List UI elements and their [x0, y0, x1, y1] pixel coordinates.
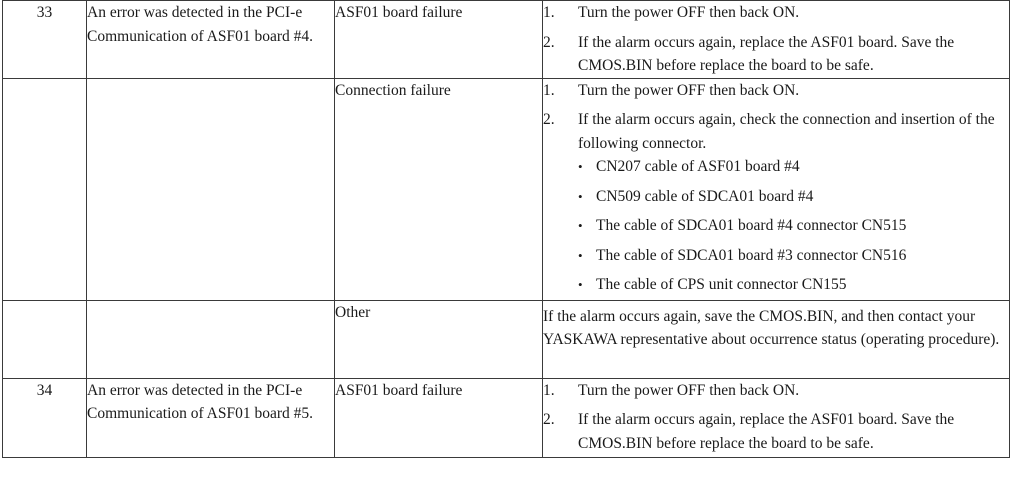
step-number: 1.: [543, 381, 555, 399]
alarm-number: 33: [3, 1, 87, 79]
alarm-message: [87, 78, 335, 300]
step-number: 2.: [543, 33, 555, 51]
alarm-remedy: [543, 378, 1010, 457]
step-text: Turn the power OFF then back ON.: [578, 381, 800, 399]
remedy-step: [543, 408, 1009, 455]
alarm-cause: ASF01 board failure: [335, 1, 543, 79]
remedy-steps: [543, 1, 1009, 78]
list-item: [578, 244, 1009, 268]
table-row: [3, 1, 1010, 79]
remedy-text: If the alarm occurs again, save the CMOS.BIN, and then contact your YASKAWA representative about occurrence status (operating procedure).: [543, 307, 1000, 348]
bullet-icon: •: [578, 218, 583, 233]
list-item-text: CN207 cable of ASF01 board #4: [596, 158, 800, 175]
step-number: 2.: [543, 111, 555, 128]
alarm-message: An error was detected in the PCI-e Communication of ASF01 board #5.: [87, 378, 335, 457]
list-item: [578, 273, 1009, 297]
alarm-number: [3, 300, 87, 378]
alarm-remedy: [543, 78, 1010, 300]
remedy-step: [543, 108, 1009, 297]
bullet-icon: •: [578, 247, 583, 263]
list-item-text: The cable of SDCA01 board #3 connector CN516: [596, 246, 907, 264]
alarm-message: An error was detected in the PCI-e Communication of ASF01 board #4.: [87, 1, 335, 79]
alarm-cause: Connection failure: [335, 78, 543, 300]
remedy-step: [543, 1, 1009, 25]
bullet-icon: •: [578, 159, 583, 174]
alarm-remedy: [543, 1, 1010, 79]
connector-list: [578, 155, 1009, 297]
alarm-message: [87, 300, 335, 378]
bullet-icon: •: [578, 277, 583, 292]
remedy-step: [543, 79, 1009, 103]
remedy-step: [543, 379, 1009, 403]
step-text: If the alarm occurs again, replace the ASF01 board. Save the CMOS.BIN before replace the board to be safe.: [578, 411, 955, 452]
step-text: Turn the power OFF then back ON.: [578, 81, 800, 99]
bullet-icon: •: [578, 188, 583, 204]
alarm-number: [3, 78, 87, 300]
table-row: [3, 300, 1010, 378]
step-text: If the alarm occurs again, replace the ASF01 board. Save the CMOS.BIN before replace the board to be safe.: [578, 33, 955, 74]
remedy-steps: [543, 379, 1009, 456]
list-item-text: The cable of SDCA01 board #4 connector CN515: [596, 217, 907, 234]
table-row: [3, 378, 1010, 457]
list-item: [578, 185, 1009, 209]
step-text: Turn the power OFF then back ON.: [578, 4, 800, 21]
list-item-text: The cable of CPS unit connector CN155: [596, 276, 847, 293]
alarm-table: [2, 0, 1010, 458]
step-text: If the alarm occurs again, check the connection and insertion of the following connector.: [578, 111, 995, 152]
remedy-steps: [543, 79, 1009, 297]
step-number: 1.: [543, 81, 555, 99]
step-number: 1.: [543, 4, 555, 21]
list-item: [578, 155, 1009, 179]
list-item-text: CN509 cable of SDCA01 board #4: [596, 187, 814, 205]
step-number: 2.: [543, 411, 555, 428]
alarm-remedy: [543, 300, 1010, 378]
alarm-cause: ASF01 board failure: [335, 378, 543, 457]
alarm-cause: Other: [335, 300, 543, 378]
remedy-step: [543, 31, 1009, 78]
list-item: [578, 214, 1009, 238]
alarm-number: 34: [3, 378, 87, 457]
table-row: [3, 78, 1010, 300]
